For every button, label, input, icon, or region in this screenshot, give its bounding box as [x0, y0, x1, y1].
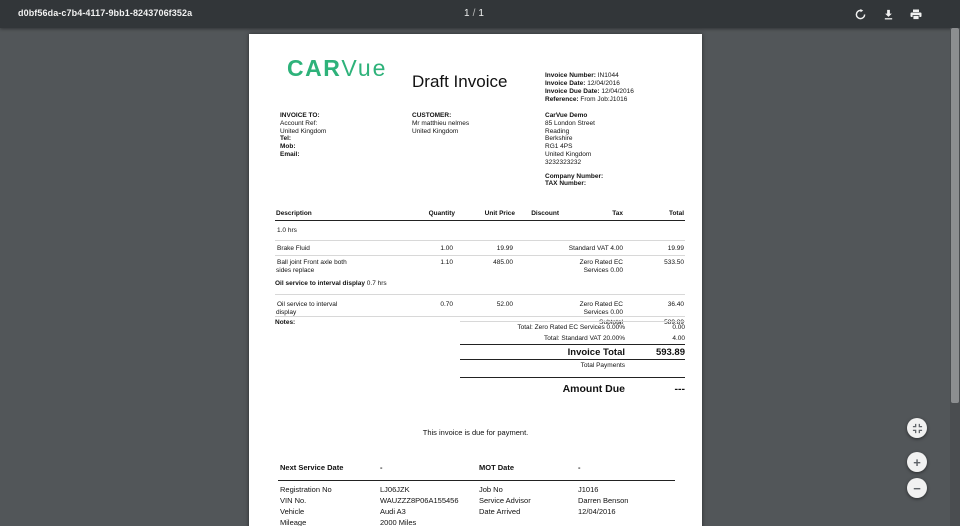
zoom-in-button[interactable]: + [907, 452, 927, 472]
service-info [278, 461, 675, 526]
page-total: 1 [478, 8, 484, 19]
invoice-reference: From Job:J1016 [580, 96, 628, 103]
due-note: This invoice is due for payment. [422, 428, 529, 437]
rotate-icon[interactable] [853, 7, 867, 21]
service-header: Next Service Date - MOT Date - [278, 461, 675, 481]
page-current[interactable]: 1 [464, 8, 470, 19]
invoice-number: IN1044 [597, 72, 619, 79]
invoice-meta: Invoice Number: IN1044 Invoice Date: 12/04/2016 Invoice Due Date: 12/04/2016 Reference: From Job:J1016 [545, 72, 634, 103]
service-row: Registration No LJ06JZK Job No J1016 [280, 485, 599, 494]
vertical-scrollbar[interactable] [950, 28, 960, 526]
fit-page-icon [912, 423, 923, 434]
zoom-out-button[interactable]: − [907, 478, 927, 498]
total-payments-row: Total Payments [460, 360, 685, 378]
service-row: VIN No. WAUZZZ8P06A155456 Service Advisor Darren Benson [280, 496, 629, 505]
amount-due-row: Amount Due --- [562, 383, 685, 395]
invoice-due-date: 12/04/2016 [601, 88, 634, 95]
service-row: Vehicle Audi A3 Date Arrived 12/04/2016 [280, 507, 616, 516]
section-heading: Oil service to interval display 0.7 hrs [275, 279, 685, 295]
invoice-to-block: INVOICE TO: Account Ref: United Kingdom Tel: Mob: Email: [280, 112, 327, 158]
invoice-date: 12/04/2016 [587, 80, 620, 87]
total-zero-rated: Total: Zero Rated EC Services 0.00% 0.00 [460, 321, 685, 333]
items-table [275, 209, 685, 329]
scrollbar-thumb[interactable] [951, 28, 959, 403]
table-row: 1.0 hrs [275, 221, 685, 241]
pdf-toolbar [0, 0, 960, 28]
table-header: Description Quantity Unit Price Discount Tax Total [275, 209, 685, 221]
table-row: Oil service to interval display 0.70 52.00 Zero Rated EC Services 0.00 36.40 [275, 295, 685, 317]
pdf-page [249, 34, 702, 526]
fit-page-button[interactable] [907, 418, 927, 438]
totals-block [460, 321, 685, 398]
page-indicator [464, 8, 484, 19]
page-title: Draft Invoice [412, 72, 508, 91]
total-standard-vat: Total: Standard VAT 20.00% 4.00 [544, 335, 685, 342]
document-title: d0bf56da-c7b4-4117-9bb1-8243706f352a [18, 8, 193, 18]
table-row: Brake Fluid 1.00 19.99 Standard VAT 4.00 19.99 [275, 241, 685, 256]
company-block: CarVue Demo 85 London Street Reading Berkshire RG1 4PS United Kingdom 3232323232 Company Number: TAX Number: [545, 112, 604, 188]
carvue-logo: CARVue [287, 55, 388, 81]
print-icon[interactable] [909, 7, 923, 21]
page-separator: / [472, 8, 476, 19]
invoice-total-row: Invoice Total 593.89 [460, 344, 685, 360]
notes-row: Notes: Subtotal 589.89 [275, 319, 684, 326]
service-row: Mileage 2000 Miles [280, 518, 417, 526]
download-icon[interactable] [881, 7, 895, 21]
table-row: Ball joint Front axle both sides replace 1.10 485.00 Zero Rated EC Services 0.00 533.50 [276, 259, 684, 274]
customer-block: CUSTOMER: Mr matthieu nelmes United Kingdom [412, 112, 470, 135]
